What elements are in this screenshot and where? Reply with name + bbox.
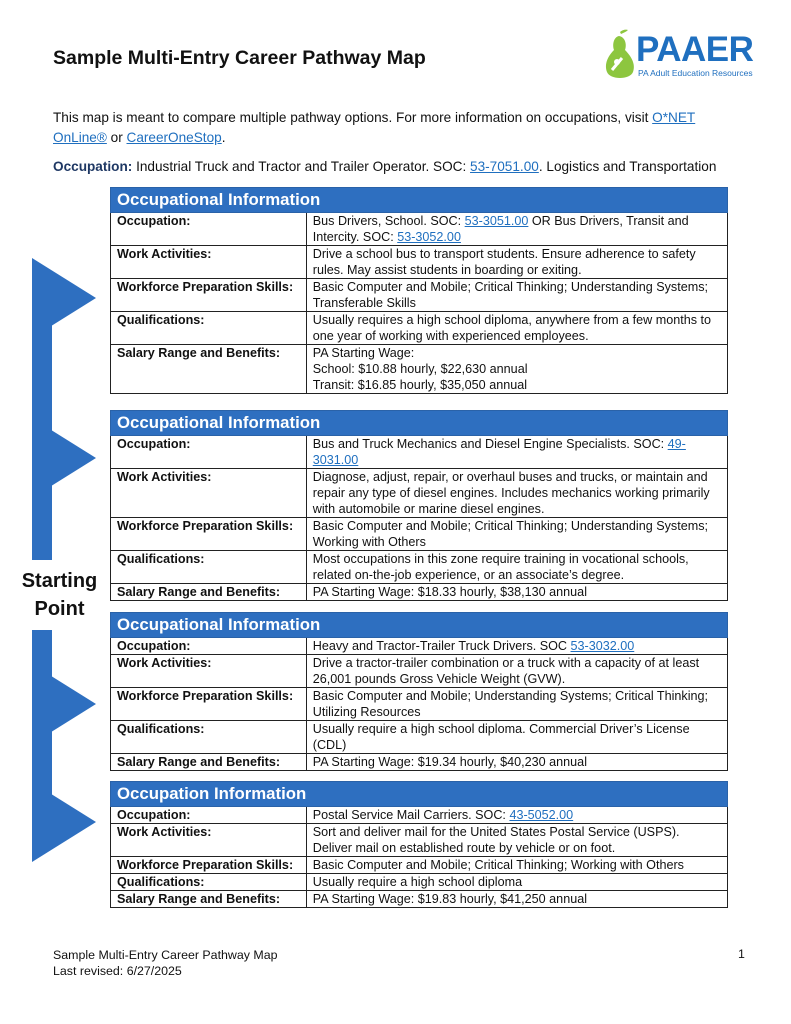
row-label: Salary Range and Benefits: xyxy=(111,345,307,394)
row-value: Basic Computer and Mobile; Critical Thinking; Understanding Systems; Transferable Skills xyxy=(306,279,727,312)
row-label: Workforce Preparation Skills: xyxy=(111,279,307,312)
row-value: Diagnose, adjust, repair, or overhaul buses and trucks, or maintain and repair any type of diesel engines. Includes mechanics working primarily with automobile or marine diesel engines. xyxy=(306,469,727,518)
row-value: Sort and deliver mail for the United States Postal Service (USPS). Deliver mail on established route by vehicle or on foot. xyxy=(306,824,727,857)
pear-icon xyxy=(600,28,640,84)
row-label: Workforce Preparation Skills: xyxy=(111,518,307,551)
row-value: Most occupations in this zone require training in vocational schools, related on-the-job experience, or an associate’s degree. xyxy=(306,551,727,584)
card-header: Occupational Information xyxy=(111,188,728,213)
table-row xyxy=(111,721,728,754)
row-value: Heavy and Tractor-Trailer Truck Drivers. SOC 53-3032.00 xyxy=(306,638,727,655)
soc-link[interactable]: 53-3051.00 xyxy=(464,214,529,228)
occupation-card-2 xyxy=(110,410,728,601)
table-row xyxy=(111,891,728,908)
row-value: Basic Computer and Mobile; Understanding Systems; Critical Thinking; Utilizing Resources xyxy=(306,688,727,721)
footer-revised: Last revised: 6/27/2025 xyxy=(53,964,182,978)
row-value: Drive a school bus to transport students. Ensure adherence to safety rules. May assist students in boarding or exiting. xyxy=(306,246,727,279)
row-label: Occupation: xyxy=(111,807,307,824)
table-row xyxy=(111,436,728,469)
arrow-to-card-4 xyxy=(42,630,72,822)
table-row xyxy=(111,518,728,551)
row-value: Bus Drivers, School. SOC: 53-3051.00 OR Bus Drivers, Transit and Intercity. SOC: 53-3052.00 xyxy=(306,213,727,246)
occupation-card-3 xyxy=(110,612,728,771)
starting-point-label: Starting Point xyxy=(21,570,98,620)
table-row xyxy=(111,213,728,246)
row-value: Bus and Truck Mechanics and Diesel Engine Specialists. SOC: 49-3031.00 xyxy=(306,436,727,469)
soc-link-53-7051[interactable]: 53-7051.00 xyxy=(470,159,539,174)
row-value: Drive a tractor-trailer combination or a truck with a capacity of at least 26,001 pounds Gross Vehicle Weight (GVW). xyxy=(306,655,727,688)
card-header: Occupational Information xyxy=(111,613,728,638)
row-value: Usually requires a high school diploma, anywhere from a few months to one year of working with experienced employees. xyxy=(306,312,727,345)
logo-tagline: PA Adult Education Resources xyxy=(638,68,753,78)
page-number: 1 xyxy=(738,947,745,961)
table-row xyxy=(111,638,728,655)
careeronestop-link[interactable]: CareerOneStop xyxy=(126,130,222,145)
row-label: Qualifications: xyxy=(111,312,307,345)
row-label: Work Activities: xyxy=(111,246,307,279)
table-row xyxy=(111,469,728,518)
row-label: Work Activities: xyxy=(111,824,307,857)
arrow-to-card-2 xyxy=(42,458,72,480)
footer-title: Sample Multi-Entry Career Pathway Map xyxy=(53,948,278,962)
row-label: Qualifications: xyxy=(111,721,307,754)
arrow-to-card-3 xyxy=(42,682,72,704)
row-value: Usually require a high school diploma xyxy=(306,874,727,891)
row-label: Work Activities: xyxy=(111,655,307,688)
table-row xyxy=(111,345,728,394)
soc-link[interactable]: 43-5052.00 xyxy=(509,808,574,822)
onet-link[interactable]: O*NET OnLine® xyxy=(53,110,696,145)
arrow-to-card-1 xyxy=(42,298,72,560)
row-label: Salary Range and Benefits: xyxy=(111,754,307,771)
occupation-line: Occupation: Industrial Truck and Tractor and Trailer Operator. SOC: 53-7051.00. Logistics and Transportation xyxy=(53,159,717,174)
table-row xyxy=(111,754,728,771)
row-label: Occupation: xyxy=(111,213,307,246)
logo-wordmark: PAAER xyxy=(636,30,754,69)
row-label: Salary Range and Benefits: xyxy=(111,891,307,908)
row-label: Qualifications: xyxy=(111,551,307,584)
table-row xyxy=(111,246,728,279)
table-row xyxy=(111,551,728,584)
row-label: Qualifications: xyxy=(111,874,307,891)
row-value: PA Starting Wage: School: $10.88 hourly, $22,630 annual Transit: $16.85 hourly, $35,050 annual xyxy=(306,345,727,394)
row-label: Workforce Preparation Skills: xyxy=(111,857,307,874)
table-row xyxy=(111,857,728,874)
soc-link[interactable]: 53-3032.00 xyxy=(570,639,635,653)
footer xyxy=(53,947,278,979)
table-row xyxy=(111,279,728,312)
row-value: PA Starting Wage: $19.34 hourly, $40,230 annual xyxy=(306,754,727,771)
row-label: Occupation: xyxy=(111,436,307,469)
row-label: Occupation: xyxy=(111,638,307,655)
occupation-card-4 xyxy=(110,781,728,908)
table-row xyxy=(111,688,728,721)
table-row xyxy=(111,655,728,688)
row-value: Usually require a high school diploma. Commercial Driver’s License (CDL) xyxy=(306,721,727,754)
row-label: Salary Range and Benefits: xyxy=(111,584,307,601)
table-row xyxy=(111,584,728,601)
occupation-line-label: Occupation: xyxy=(53,159,133,174)
row-value: Postal Service Mail Carriers. SOC: 43-5052.00 xyxy=(306,807,727,824)
page-title: Sample Multi-Entry Career Pathway Map xyxy=(53,47,426,69)
row-label: Workforce Preparation Skills: xyxy=(111,688,307,721)
card-header: Occupation Information xyxy=(111,782,728,807)
row-value: PA Starting Wage: $19.83 hourly, $41,250 annual xyxy=(306,891,727,908)
table-row xyxy=(111,824,728,857)
paaer-logo xyxy=(600,28,765,84)
soc-link[interactable]: 53-3052.00 xyxy=(397,230,461,244)
row-value: Basic Computer and Mobile; Critical Thinking; Working with Others xyxy=(306,857,727,874)
table-row xyxy=(111,874,728,891)
table-row xyxy=(111,807,728,824)
occupation-card-1 xyxy=(110,187,728,394)
intro-paragraph: This map is meant to compare multiple pathway options. For more information on occupations, visit O*NET OnLine® or CareerOneStop. xyxy=(53,110,696,145)
row-value: PA Starting Wage: $18.33 hourly, $38,130 annual xyxy=(306,584,727,601)
soc-link[interactable]: 49-3031.00 xyxy=(312,437,686,467)
table-row xyxy=(111,312,728,345)
row-value: Basic Computer and Mobile; Critical Thinking; Understanding Systems; Working with Others xyxy=(306,518,727,551)
row-label: Work Activities: xyxy=(111,469,307,518)
card-header: Occupational Information xyxy=(111,411,728,436)
